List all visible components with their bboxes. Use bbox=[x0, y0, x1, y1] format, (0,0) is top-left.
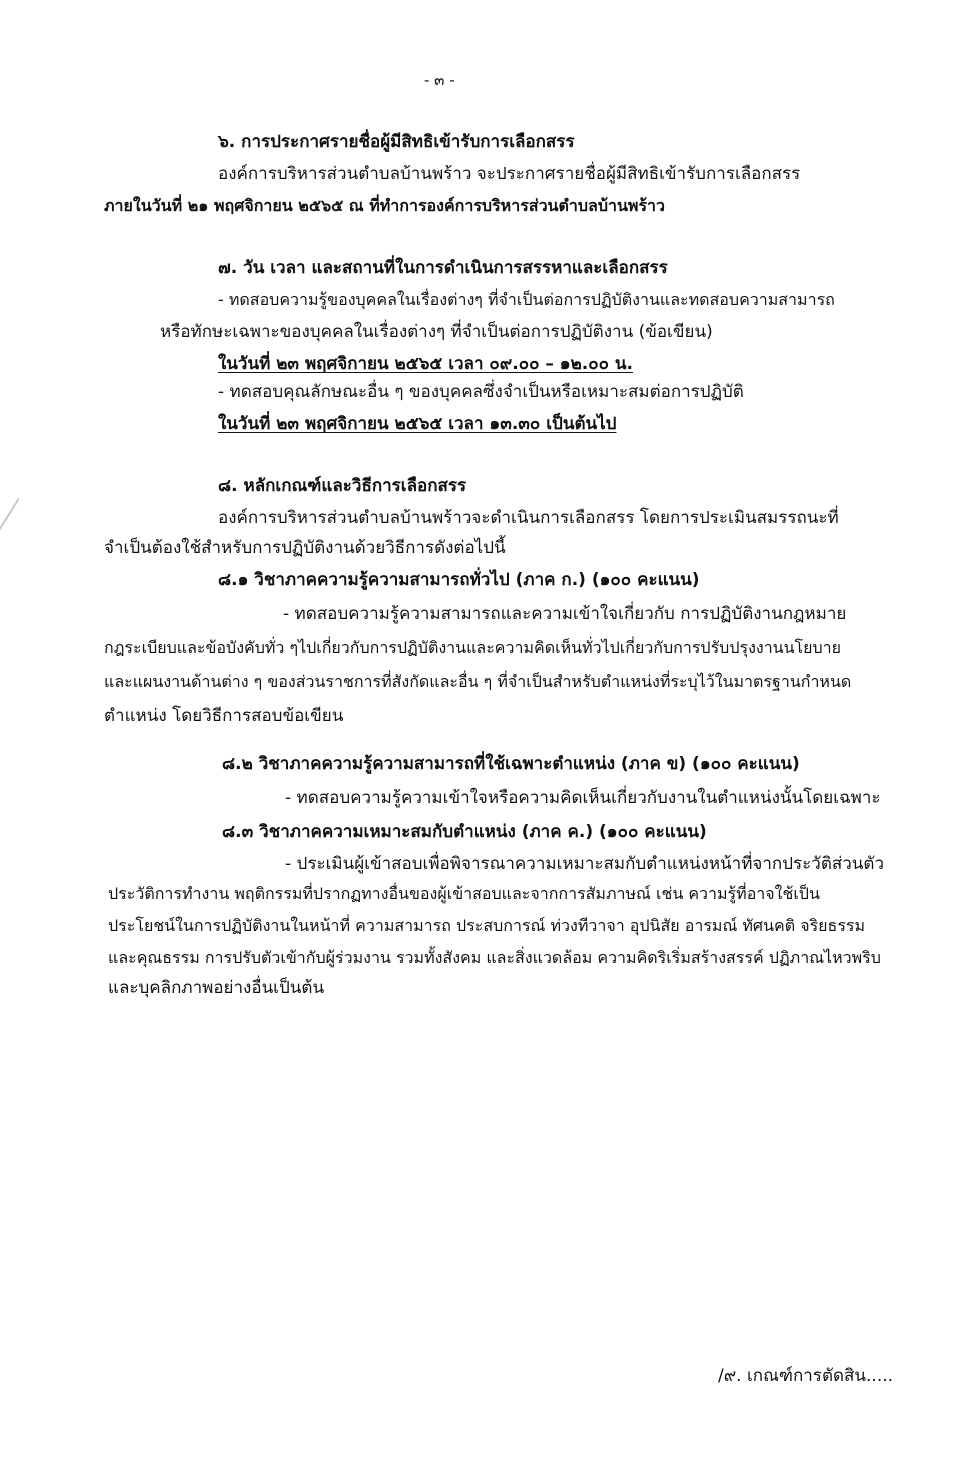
section-8-heading: ๘. หลักเกณฑ์และวิธีการเลือกสรร bbox=[218, 476, 467, 496]
section-7-line-4: - ทดสอบคุณลักษณะอื่น ๆ ของบุคคลซึ่งจำเป็นหรือเหมาะสมต่อการปฏิบัติ bbox=[218, 382, 744, 402]
section-8-3-heading: ๘.๓ วิชาภาคความเหมาะสมกับตำแหน่ง (ภาค ค.) (๑๐๐ คะแนน) bbox=[222, 822, 707, 842]
section-8-3-line-5: และบุคลิกภาพอย่างอื่นเป็นต้น bbox=[108, 978, 325, 998]
section-7-line-2: หรือทักษะเฉพาะของบุคคลในเรื่องต่างๆ ที่จำเป็นต่อการปฏิบัติงาน (ข้อเขียน) bbox=[160, 322, 713, 342]
section-6-line-2: ภายในวันที่ ๒๑ พฤศจิกายน ๒๕๖๕ ณ ที่ทำการองค์การบริหารส่วนตำบลบ้านพร้าว bbox=[104, 196, 666, 215]
section-8-1-line-2: กฎระเบียบและข้อบังคับทั่ว ๆไปเกี่ยวกับการปฏิบัติงานและความคิดเห็นทั่วไปเกี่ยวกับการปรับปรุงงานนโยบาย bbox=[104, 638, 842, 657]
section-8-line-2: จำเป็นต้องใช้สำหรับการปฏิบัติงานด้วยวิธีการดังต่อไปนี้ bbox=[104, 538, 506, 558]
section-8-2-heading: ๘.๒ วิชาภาคความรู้ความสามารถที่ใช้เฉพาะตำแหน่ง (ภาค ข) (๑๐๐ คะแนน) bbox=[222, 754, 800, 774]
section-8-3-line-4: และคุณธรรม การปรับตัวเข้ากับผู้ร่วมงาน รวมทั้งสังคม และสิ่งแวดล้อม ความคิดริเริ่มสร้างสรรค์ ปฏิภาณไหวพริบ bbox=[108, 948, 881, 967]
section-7-date-2: ในวันที่ ๒๓ พฤศจิกายน ๒๕๖๕ เวลา ๑๓.๓๐ เป็นต้นไป bbox=[218, 414, 617, 434]
section-8-1-line-3: และแผนงานด้านต่าง ๆ ของส่วนราชการที่สังกัดและอื่น ๆ ที่จำเป็นสำหรับตำแหน่งที่ระบุไว้ในมาตรฐานกำหนด bbox=[104, 672, 852, 691]
section-6-line-1: องค์การบริหารส่วนตำบลบ้านพร้าว จะประกาศรายชื่อผู้มีสิทธิเข้ารับการเลือกสรร bbox=[218, 164, 801, 184]
section-8-3-line-1: - ประเมินผู้เข้าสอบเพื่อพิจารณาความเหมาะสมกับตำแหน่งหน้าที่จากประวัติส่วนตัว bbox=[285, 854, 884, 874]
section-7-heading: ๗. วัน เวลา และสถานที่ในการดำเนินการสรรหาและเลือกสรร bbox=[218, 258, 668, 278]
section-8-1-line-4: ตำแหน่ง โดยวิธีการสอบข้อเขียน bbox=[104, 706, 344, 726]
section-7-line-1: - ทดสอบความรู้ของบุคคลในเรื่องต่างๆ ที่จำเป็นต่อการปฏิบัติงานและทดสอบความสามารถ bbox=[218, 290, 835, 309]
section-8-1-heading: ๘.๑ วิชาภาคความรู้ความสามารถทั่วไป (ภาค ก.) (๑๐๐ คะแนน) bbox=[218, 570, 700, 590]
section-8-line-1: องค์การบริหารส่วนตำบลบ้านพร้าวจะดำเนินการเลือกสรร โดยการประเมินสมรรถนะที่ bbox=[218, 508, 839, 528]
scan-mark bbox=[0, 498, 20, 536]
section-7-date-1: ในวันที่ ๒๓ พฤศจิกายน ๒๕๖๕ เวลา ๐๙.๐๐ – ๑๒.๐๐ น. bbox=[218, 354, 634, 374]
section-6-heading: ๖. การประกาศรายชื่อผู้มีสิทธิเข้ารับการเลือกสรร bbox=[218, 132, 575, 152]
page-number: - ๓ - bbox=[424, 71, 455, 89]
section-8-1-line-1: - ทดสอบความรู้ความสามารถและความเข้าใจเกี่ยวกับ การปฏิบัติงานกฎหมาย bbox=[283, 604, 847, 624]
section-8-3-line-2: ประวัติการทำงาน พฤติกรรมที่ปรากฏทางอื่นของผู้เข้าสอบและจากการสัมภาษณ์ เช่น ความรู้ที่อาจใช้เป็น bbox=[108, 884, 820, 903]
continuation-note: /๙. เกณฑ์การตัดสิน..... bbox=[718, 1366, 894, 1386]
section-8-2-line-1: - ทดสอบความรู้ความเข้าใจหรือความคิดเห็นเกี่ยวกับงานในตำแหน่งนั้นโดยเฉพาะ bbox=[285, 788, 881, 808]
section-8-3-line-3: ประโยชน์ในการปฏิบัติงานในหน้าที่ ความสามารถ ประสบการณ์ ท่วงทีวาจา อุปนิสัย อารมณ์ ทัศนคติ จริยธรรม bbox=[108, 916, 866, 935]
